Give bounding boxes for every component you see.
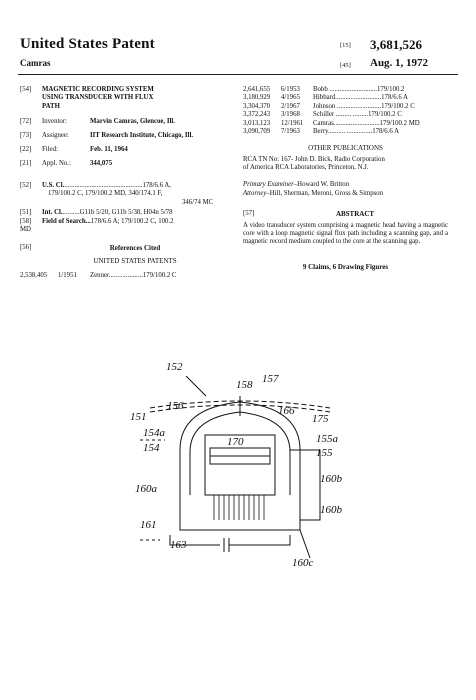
label-160b-second: 160b <box>320 504 342 516</box>
refs-code: [56] <box>20 244 32 251</box>
appl-row: [21] Appl. No.: 344,075 <box>20 160 113 167</box>
title-block: [54] MAGNETIC RECORDING SYSTEM USING TRANSDUCER WITH FLUX PATH <box>20 86 154 110</box>
uscl-row: [52] U.S. Cl...............................................178/6.6 A, 179/100.2 C, 179/100.2 MD, 340/174.1 F, 346/74 MC <box>20 182 214 206</box>
ref-row: 3,180,929 4/1965 Hibbard...........................178/6.6 A <box>243 94 408 102</box>
right-lead <box>290 450 320 520</box>
label-160a: 160a <box>135 483 157 495</box>
title-line-3: PATH <box>42 102 60 110</box>
patent-date: Aug. 1, 1972 <box>370 57 429 69</box>
label-154a: 154a <box>143 427 165 439</box>
label-155: 155 <box>316 447 333 459</box>
winding <box>214 495 264 520</box>
header-rule <box>18 74 458 75</box>
label-151: 151 <box>130 411 147 423</box>
label-175: 175 <box>312 413 329 425</box>
ref-row: 3,304,370 2/1967 Johnson ..........................179/100.2 C <box>243 102 415 110</box>
intcl-row: [51] Int. Cl...........G11b 5/20, G11b 5/38, H04n 5/78 <box>20 209 173 216</box>
label-163: 163 <box>170 539 187 551</box>
abstract-heading: ABSTRACT <box>335 210 375 218</box>
label-170: 170 <box>227 436 244 448</box>
ref-row: 3,372,243 3/1968 Schiller ......... .........179/100.2 C <box>243 111 402 119</box>
label-166: 166 <box>278 405 295 417</box>
patent-drawing <box>0 330 476 630</box>
abstract-text: A video transducer system comprising a magnetic head having a magnetic core with a loop magnetic signal flux path including a scanning gap, and a magnetic record medium coupled to the core at the scanning gap. <box>243 222 448 246</box>
ref-row: 3,013,123 12/1961 Camras...........................179/100.2 MD <box>243 119 420 127</box>
other-publications-heading: OTHER PUBLICATIONS <box>308 144 383 152</box>
title-line-1: MAGNETIC RECORDING SYSTEM <box>42 86 154 93</box>
claims-line: 9 Claims, 6 Drawing Figures <box>302 263 389 271</box>
inventor-value: Marvin Camras, Glencoe, Ill. <box>90 118 175 125</box>
label-161: 161 <box>140 519 157 531</box>
inventor-row: [72] Inventor: Marvin Camras, Glencoe, Ill. <box>20 118 175 125</box>
appl-value: 344,075 <box>90 160 113 167</box>
attorney-row: Attorney–Hill, Sherman, Meroni, Gross & Simpson <box>243 190 384 197</box>
ref-row-left: 2,538,405 1/1951 Zenner....................179/100.2 C <box>20 272 177 279</box>
label-155a: 155a <box>316 433 338 445</box>
assignee-row: [73] Assignee: IIT Research Institute, Chicago, Ill. <box>20 132 194 139</box>
filed-value: Feb. 11, 1964 <box>90 146 128 153</box>
examiner-row: Primary Examiner–Howard W. Britton <box>243 181 350 188</box>
ref-row: 3,090,709 7/1963 Berry.......... ...............178/6.6 A <box>243 128 400 136</box>
abstract-code: [57] <box>243 210 255 217</box>
patent-heading: United States Patent <box>20 36 155 52</box>
filed-row: [22] Filed: Feb. 11, 1964 <box>20 146 128 153</box>
inventor-surname: Camras <box>20 58 51 68</box>
us-patents-heading: UNITED STATES PATENTS <box>93 257 177 265</box>
title-line-2: USING TRANSDUCER WITH FLUX <box>42 94 154 102</box>
label-160b: 160b <box>320 473 342 485</box>
patent-number-code: [15] <box>340 42 351 49</box>
ref-row: 2,641,655 6/1953 Bobb ............................179/100.2 <box>243 86 405 93</box>
patent-number: 3,681,526 <box>370 37 422 52</box>
label-152: 152 <box>166 361 183 373</box>
field-row: [58] Field of Search...178/6.6 A; 179/100.2 C, 100.2 MD <box>20 218 174 234</box>
ref-list-right <box>243 86 420 136</box>
label-156: 156 <box>167 400 184 412</box>
label-160c: 160c <box>292 557 314 569</box>
label-157: 157 <box>262 373 279 385</box>
other-publication: RCA TN No: 167- John D. Bick, Radio Corporation of America RCA Laboratories, Princeton, N.J. <box>243 156 385 172</box>
assignee-value: IIT Research Institute, Chicago, Ill. <box>90 132 194 139</box>
label-154: 154 <box>143 442 160 454</box>
core-lower <box>180 500 300 530</box>
references-heading: References Cited <box>109 244 161 252</box>
patent-date-code: [45] <box>340 62 351 69</box>
label-158: 158 <box>236 379 253 391</box>
